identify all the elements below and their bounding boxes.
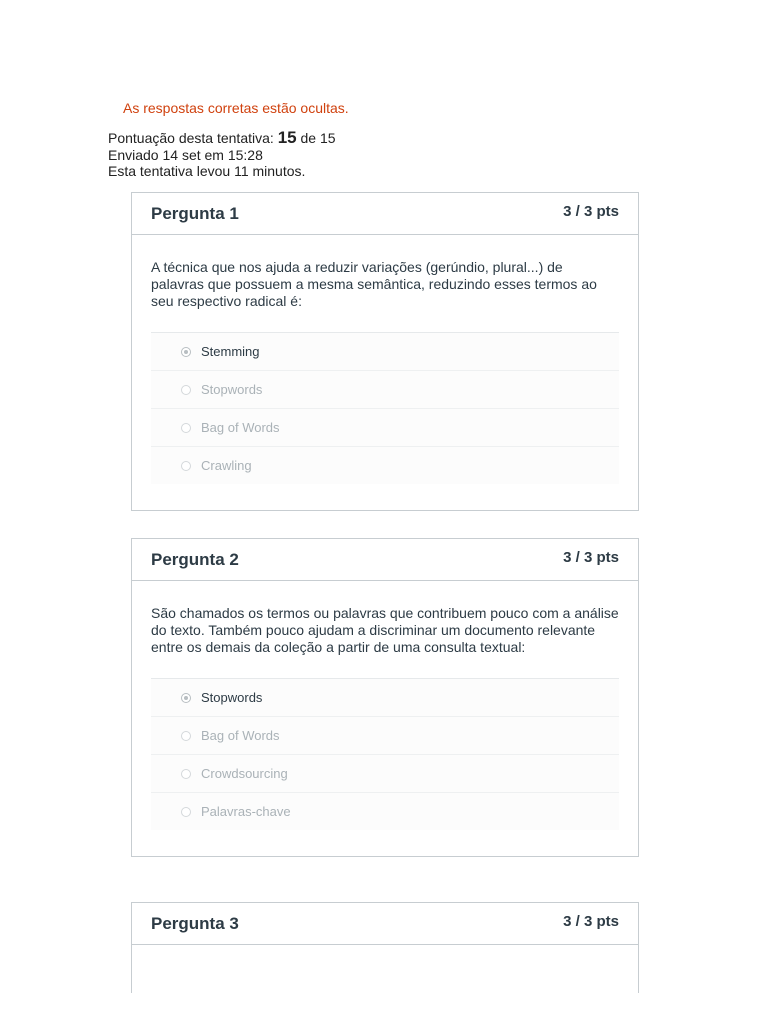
question-title: Pergunta 1 [151, 204, 239, 223]
answer-option[interactable] [151, 717, 619, 755]
answer-label: Palavras-chave [201, 804, 291, 819]
answer-label: Stopwords [201, 690, 263, 705]
question-title: Pergunta 2 [151, 550, 239, 569]
hidden-answers-notice: As respostas corretas estão ocultas. [123, 100, 349, 116]
answer-label: Bag of Words [201, 728, 280, 743]
question-header [132, 539, 638, 581]
answer-option[interactable] [151, 793, 619, 830]
question-points: 3 / 3 pts [563, 203, 619, 220]
question-points: 3 / 3 pts [563, 913, 619, 930]
question-body [132, 945, 638, 993]
question-points: 3 / 3 pts [563, 549, 619, 566]
question-header [132, 903, 638, 945]
answer-list [151, 678, 619, 830]
answer-option[interactable] [151, 333, 619, 371]
question-3 [131, 902, 639, 993]
answer-label: Crowdsourcing [201, 766, 288, 781]
question-title: Pergunta 3 [151, 914, 239, 933]
score-value: 15 [277, 128, 297, 147]
question-text: São chamados os termos ou palavras que contribuem pouco com a análise do texto. Também pouco ajudam a discriminar um documento relevante entre os demais da coleção a partir de uma consulta textual: [151, 605, 619, 655]
answer-label: Crawling [201, 458, 252, 473]
answer-option[interactable] [151, 409, 619, 447]
attempt-summary [108, 130, 336, 180]
question-header [132, 193, 638, 235]
radio-icon[interactable] [181, 731, 191, 741]
submitted-date: Enviado 14 set em 15:28 [108, 146, 263, 163]
answer-label: Stemming [201, 344, 260, 359]
radio-selected-icon[interactable] [181, 693, 191, 703]
answer-option[interactable] [151, 447, 619, 484]
radio-icon[interactable] [181, 807, 191, 817]
answer-list [151, 332, 619, 484]
answer-option[interactable] [151, 755, 619, 793]
question-1 [131, 192, 639, 511]
answer-option[interactable] [151, 679, 619, 717]
radio-icon[interactable] [181, 423, 191, 433]
radio-icon[interactable] [181, 385, 191, 395]
radio-selected-icon[interactable] [181, 347, 191, 357]
answer-label: Bag of Words [201, 420, 280, 435]
attempt-score: Pontuação desta tentativa: 15 de 15 [108, 128, 336, 147]
question-2 [131, 538, 639, 857]
radio-icon[interactable] [181, 769, 191, 779]
question-text: A técnica que nos ajuda a reduzir variações (gerúndio, plural...) de palavras que possuem a mesma semântica, reduzindo esses termos ao seu respectivo radical é: [151, 259, 597, 309]
answer-option[interactable] [151, 371, 619, 409]
radio-icon[interactable] [181, 461, 191, 471]
attempt-duration: Esta tentativa levou 11 minutos. [108, 163, 306, 179]
answer-label: Stopwords [201, 382, 263, 397]
